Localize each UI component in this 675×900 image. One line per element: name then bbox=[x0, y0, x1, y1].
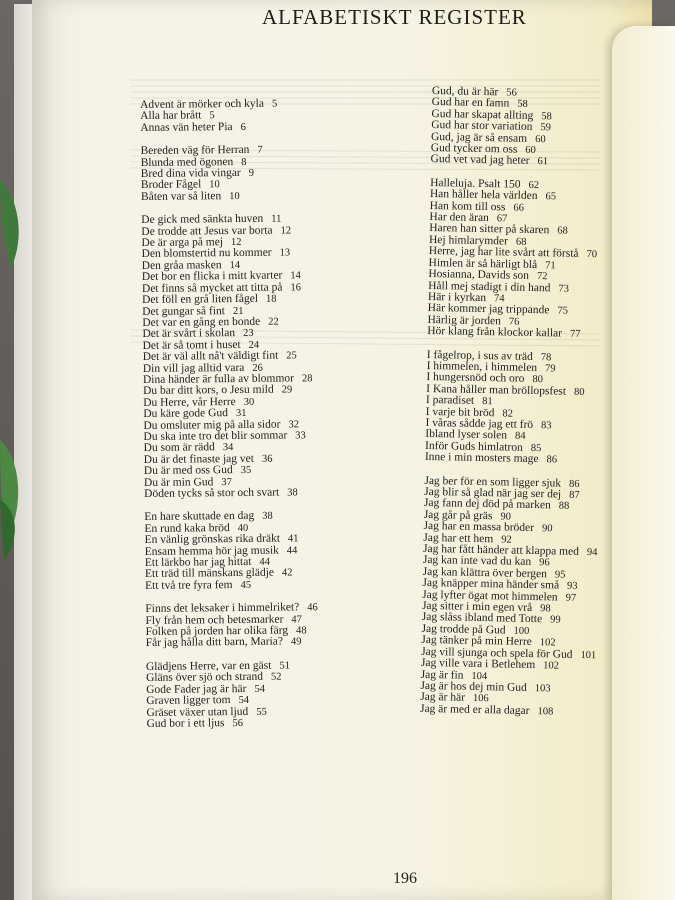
song-title: Den blomstertid nu kommer bbox=[141, 247, 272, 261]
song-page-number: 82 bbox=[502, 407, 514, 420]
song-title: Jag är här bbox=[420, 691, 466, 705]
song-title: Jag sitter i min egen vrå bbox=[421, 599, 533, 615]
song-title: Jag fann dej död på marken bbox=[423, 497, 551, 512]
song-page-number: 70 bbox=[586, 249, 598, 261]
song-title: Jag kan klättra över bergen bbox=[422, 565, 548, 581]
song-page-number: 67 bbox=[496, 213, 508, 225]
song-page-number: 74 bbox=[493, 293, 505, 305]
index-group bbox=[430, 86, 671, 170]
song-title: Du som är rädd bbox=[143, 441, 215, 455]
song-title: Jag vill sjunga och spela för Gud bbox=[421, 645, 573, 661]
song-title: Det är så tomt i huset bbox=[142, 338, 241, 352]
plant-leaves-decoration bbox=[0, 180, 30, 740]
song-page-number: 102 bbox=[539, 637, 556, 649]
song-title: Fly från hem och betesmarker bbox=[145, 613, 284, 627]
song-title: De gick med sänkta huven bbox=[141, 212, 264, 227]
song-title: Han kom till oss bbox=[429, 199, 506, 214]
song-title: Det föll en grå liten fågel bbox=[142, 292, 259, 307]
song-page-number: 56 bbox=[506, 87, 517, 99]
song-title: De är arga på mej bbox=[141, 236, 224, 250]
song-page-number: 10 bbox=[209, 179, 220, 191]
song-page-number: 48 bbox=[296, 625, 307, 637]
song-page-number: 77 bbox=[569, 328, 581, 341]
song-title: Gode Fader jag är här bbox=[146, 682, 247, 696]
song-title: I varje bit bröd bbox=[425, 405, 495, 419]
song-page-number: 86 bbox=[568, 478, 580, 490]
song-title: Hej himlarymder bbox=[428, 233, 509, 248]
index-group bbox=[145, 601, 445, 650]
song-title: I våras sådde jag ett frö bbox=[425, 416, 534, 431]
song-page-number: 54 bbox=[254, 683, 265, 695]
song-title: Du käre gode Gud bbox=[143, 407, 228, 421]
song-title: Jag lyfter ögat mot himmelen bbox=[422, 588, 558, 604]
index-entry bbox=[140, 120, 440, 135]
song-title: Jag slåss ibland med Totte bbox=[421, 611, 543, 626]
song-page-number: 34 bbox=[222, 442, 234, 454]
song-page-number: 11 bbox=[271, 213, 282, 225]
song-page-number: 101 bbox=[580, 649, 597, 661]
song-page-number: 54 bbox=[238, 694, 250, 707]
song-title: Har den äran bbox=[429, 211, 489, 225]
song-title: Din vill jag alltid vara bbox=[142, 361, 245, 375]
index-group bbox=[140, 97, 440, 134]
song-title: Jag är hos dej min Gud bbox=[420, 679, 527, 694]
song-page-number: 68 bbox=[557, 225, 568, 238]
index-column-left bbox=[140, 97, 447, 742]
song-page-number: 75 bbox=[557, 305, 568, 317]
song-title: Jag har fått händer att klappa med bbox=[422, 542, 580, 558]
song-title: Härlig är jorden bbox=[427, 313, 502, 328]
song-page-number: 22 bbox=[268, 316, 279, 328]
song-page-number: 66 bbox=[513, 202, 525, 214]
song-title: Blunda med ögonen bbox=[140, 155, 234, 169]
song-title: I paradiset bbox=[425, 394, 475, 408]
song-title: Gud har en famn bbox=[431, 96, 510, 110]
page-title: ALFABETISKT REGISTER bbox=[262, 5, 527, 29]
song-title: I Kana håller man bröllopsfest bbox=[426, 382, 567, 398]
song-page-number: 98 bbox=[540, 603, 551, 615]
song-title: Halleluja. Psalt 150 bbox=[430, 176, 521, 191]
song-title: I hungersnöd och oro bbox=[426, 371, 525, 386]
song-title: Det är väl allt nå't väldigt fint bbox=[142, 349, 279, 364]
song-title: Du omsluter mig på alla sidor bbox=[143, 418, 281, 432]
index-entry bbox=[146, 716, 446, 731]
song-title: Gud, jag är så ensam bbox=[430, 130, 528, 145]
song-title: Ibland lyser solen bbox=[425, 428, 508, 442]
song-page-number: 80 bbox=[573, 386, 585, 398]
song-title: Gläns över sjö och strand bbox=[145, 671, 264, 685]
song-page-number: 60 bbox=[525, 144, 536, 157]
song-page-number: 62 bbox=[528, 179, 540, 191]
song-page-number: 81 bbox=[482, 396, 493, 408]
song-page-number: 12 bbox=[280, 225, 292, 237]
song-title: Jag ville vara i Betlehem bbox=[420, 656, 536, 672]
song-page-number: 97 bbox=[565, 592, 577, 604]
song-page-number: 90 bbox=[500, 511, 512, 523]
song-title: Finns det leksaker i himmelriket? bbox=[145, 601, 300, 616]
song-page-number: 41 bbox=[287, 533, 299, 545]
song-page-number: 58 bbox=[517, 99, 528, 111]
song-page-number: 16 bbox=[290, 282, 302, 294]
song-title: Håll mej stadigt i din hand bbox=[428, 279, 551, 294]
song-page-number: 9 bbox=[248, 167, 255, 179]
song-title: Jag knäpper mina händer små bbox=[422, 577, 560, 592]
song-title: Haren han sitter på skaren bbox=[429, 222, 550, 237]
song-page-number: 106 bbox=[472, 693, 489, 705]
song-page-number: 18 bbox=[265, 293, 277, 305]
song-page-number: 73 bbox=[558, 282, 570, 295]
song-title: Gud har skapat allting bbox=[431, 107, 534, 122]
song-page-number: 78 bbox=[540, 351, 552, 363]
song-title: Du är min Gud bbox=[143, 475, 214, 489]
song-title: Jag är med er alla dagar bbox=[419, 702, 530, 717]
song-page-number: 8 bbox=[241, 156, 247, 168]
song-title: Jag har ett hem bbox=[423, 531, 494, 545]
song-page-number: 31 bbox=[235, 408, 247, 420]
song-title: Båten var så liten bbox=[140, 189, 222, 203]
song-title: En hare skuttade en dag bbox=[144, 510, 255, 524]
song-title: Gud bor i ett ljus bbox=[146, 717, 225, 730]
song-page-number: 44 bbox=[259, 556, 271, 568]
song-page-number: 58 bbox=[541, 110, 552, 123]
song-title: Du Herre, vår Herre bbox=[143, 395, 236, 409]
song-title: Glädjens Herre, var en gäst bbox=[145, 659, 272, 673]
song-page-number: 5 bbox=[271, 98, 278, 110]
song-title: Jag är fin bbox=[420, 668, 464, 682]
song-page-number: 61 bbox=[537, 156, 549, 168]
song-page-number: 25 bbox=[286, 350, 297, 362]
index-group bbox=[427, 178, 670, 342]
song-page-number: 37 bbox=[221, 476, 232, 488]
song-title: Jag kan inte vad du kan bbox=[422, 554, 532, 569]
song-title: Du är det finaste jag vet bbox=[143, 452, 254, 466]
song-page-number: 7 bbox=[257, 144, 263, 156]
song-page-number: 33 bbox=[295, 430, 306, 442]
song-page-number: 65 bbox=[545, 191, 557, 203]
song-title: Han håller hela världen bbox=[429, 188, 538, 203]
song-page-number: 86 bbox=[546, 454, 558, 466]
song-page-number: 84 bbox=[514, 431, 526, 443]
index-entry bbox=[141, 189, 441, 204]
song-page-number: 42 bbox=[281, 567, 293, 579]
song-title: Ensam hemma hör jag musik bbox=[144, 544, 279, 558]
song-title: Det gungar så fint bbox=[142, 304, 225, 318]
song-page-number: 45 bbox=[240, 579, 252, 591]
song-title: Inför Guds himlatron bbox=[424, 439, 523, 454]
song-page-number: 71 bbox=[545, 259, 556, 272]
song-title: Hosianna, Davids son bbox=[428, 268, 530, 282]
song-title: Advent är mörker och kyla bbox=[139, 97, 265, 111]
song-page-number: 10 bbox=[229, 190, 240, 202]
song-page-number: 99 bbox=[550, 614, 561, 627]
song-title: Jag går på gräs bbox=[423, 508, 493, 523]
song-page-number: 108 bbox=[537, 705, 554, 718]
song-page-number: 26 bbox=[252, 362, 263, 374]
song-page-number: 44 bbox=[286, 545, 298, 557]
song-title: Ett två tre fyra fem bbox=[145, 578, 233, 592]
song-page-number: 83 bbox=[541, 420, 552, 432]
song-page-number: 76 bbox=[508, 316, 520, 328]
song-page-number: 47 bbox=[291, 613, 302, 626]
song-title: Du ska inte tro det blir sommar bbox=[143, 429, 288, 443]
song-page-number: 80 bbox=[532, 374, 544, 386]
song-page-number: 13 bbox=[279, 247, 291, 260]
index-entry bbox=[145, 578, 445, 593]
song-page-number: 55 bbox=[256, 706, 267, 718]
song-title: Annas vän heter Pia bbox=[140, 120, 233, 134]
song-title: Det är svårt i skolan bbox=[142, 327, 236, 341]
index-group bbox=[140, 143, 441, 203]
song-page-number: 38 bbox=[262, 511, 273, 523]
song-title: De trodde att Jesus var borta bbox=[141, 224, 273, 238]
song-title: Det bor en flicka i mitt kvarter bbox=[141, 269, 283, 284]
song-page-number: 30 bbox=[243, 396, 255, 408]
song-title: Bred dina vida vingar bbox=[140, 166, 241, 181]
song-page-number: 5 bbox=[209, 110, 215, 122]
song-page-number: 72 bbox=[536, 271, 548, 283]
song-page-number: 95 bbox=[554, 569, 566, 581]
song-page-number: 87 bbox=[569, 489, 580, 501]
song-page-number: 28 bbox=[301, 373, 313, 385]
song-title: Bereden väg för Herran bbox=[140, 144, 250, 158]
song-title: Herre, jag har lite svårt att förstå bbox=[428, 245, 579, 261]
song-page-number: 38 bbox=[287, 487, 298, 499]
index-group bbox=[425, 349, 667, 468]
song-page-number: 12 bbox=[230, 237, 242, 249]
song-title: En vänlig grönskas rika dräkt bbox=[144, 532, 281, 547]
song-page-number: 56 bbox=[232, 717, 244, 729]
song-page-number: 94 bbox=[586, 547, 598, 559]
index-group bbox=[144, 509, 445, 592]
song-title: Alla har brått bbox=[140, 109, 202, 123]
song-title: Den gråa masken bbox=[141, 259, 222, 272]
song-page-number: 51 bbox=[279, 660, 290, 672]
song-page-number: 93 bbox=[566, 580, 578, 593]
song-title: Jag tänker på min Herre bbox=[421, 634, 532, 649]
song-page-number: 60 bbox=[535, 133, 546, 145]
song-page-number: 36 bbox=[261, 453, 273, 465]
song-title: Du är med oss Gud bbox=[143, 464, 233, 478]
song-page-number: 14 bbox=[290, 270, 301, 282]
song-page-number: 104 bbox=[471, 670, 488, 682]
song-title: Himlen är så härligt blå bbox=[428, 256, 538, 271]
song-title: Får jag hålla ditt barn, Maria? bbox=[145, 636, 284, 650]
song-title: Jag trodde på Gud bbox=[421, 622, 506, 637]
song-title: Det finns så mycket att titta på bbox=[141, 281, 283, 295]
song-page-number: 96 bbox=[539, 557, 550, 569]
song-title: Det var en gång en bonde bbox=[142, 315, 261, 329]
song-title: Jag ber för en som ligger sjuk bbox=[424, 474, 562, 490]
song-page-number: 23 bbox=[243, 328, 254, 340]
song-title: Gud vet vad jag heter bbox=[430, 153, 530, 168]
song-page-number: 40 bbox=[237, 522, 249, 534]
song-page-number: 102 bbox=[543, 660, 560, 672]
song-page-number: 32 bbox=[288, 418, 299, 431]
song-title: Broder Fågel bbox=[140, 178, 202, 192]
song-page-number: 46 bbox=[307, 602, 318, 614]
song-page-number: 90 bbox=[541, 523, 553, 535]
song-title: I himmelen, i himmelen bbox=[426, 359, 538, 375]
song-page-number: 85 bbox=[530, 442, 542, 454]
song-page-number: 88 bbox=[558, 500, 570, 513]
song-page-number: 21 bbox=[232, 305, 244, 317]
song-title: Ett träd till mänskans glädje bbox=[144, 567, 275, 581]
index-group bbox=[141, 212, 444, 500]
song-page-number: 14 bbox=[229, 259, 241, 271]
song-page-number: 92 bbox=[501, 534, 512, 546]
song-title: Jag blir så glad när jag ser dej bbox=[424, 485, 562, 501]
song-title: Du bar ditt kors, o Jesu mild bbox=[142, 383, 274, 398]
song-title: En rund kaka bröd bbox=[144, 521, 230, 535]
song-title: Här i kyrkan bbox=[427, 290, 487, 304]
song-page-number: 6 bbox=[240, 121, 246, 133]
song-title: Folken på jorden har olika färg bbox=[145, 624, 289, 639]
song-page-number: 79 bbox=[545, 363, 556, 375]
song-page-number: 68 bbox=[515, 236, 527, 248]
song-page-number: 100 bbox=[513, 625, 530, 637]
song-page-number: 35 bbox=[240, 465, 252, 477]
song-title: Gud, du är här bbox=[431, 85, 499, 99]
index-entry bbox=[144, 486, 444, 501]
song-title: Dina händer är fulla av blommor bbox=[142, 372, 295, 386]
song-title: I fågelrop, i sus av träd bbox=[426, 348, 533, 363]
song-page-number: 24 bbox=[248, 339, 260, 351]
page-number: 196 bbox=[393, 870, 417, 887]
song-title: Gud tycker om oss bbox=[430, 142, 518, 156]
song-title: Här kommer jag trippande bbox=[427, 302, 550, 317]
song-title: Hör klang från klockor kallar bbox=[427, 325, 563, 340]
index-group bbox=[420, 476, 665, 720]
song-page-number: 29 bbox=[281, 384, 293, 396]
song-title: Döden tycks så stor och svart bbox=[144, 486, 280, 500]
song-title: Graven ligger tom bbox=[146, 694, 231, 708]
song-title: Jag har en massa bröder bbox=[423, 520, 535, 535]
index-column-right bbox=[420, 86, 672, 732]
song-title: Inne i min mosters mage bbox=[424, 451, 539, 466]
song-title: Gud har stor variation bbox=[431, 119, 533, 134]
song-title: Gräset växer utan ljud bbox=[146, 705, 249, 719]
song-page-number: 52 bbox=[270, 671, 282, 683]
song-page-number: 59 bbox=[540, 122, 552, 134]
song-page-number: 49 bbox=[290, 636, 302, 648]
index-group bbox=[146, 659, 447, 731]
song-title: Ett lärkbo har jag hittat bbox=[144, 555, 252, 570]
index-entry bbox=[146, 635, 446, 650]
song-page-number: 103 bbox=[534, 682, 551, 695]
